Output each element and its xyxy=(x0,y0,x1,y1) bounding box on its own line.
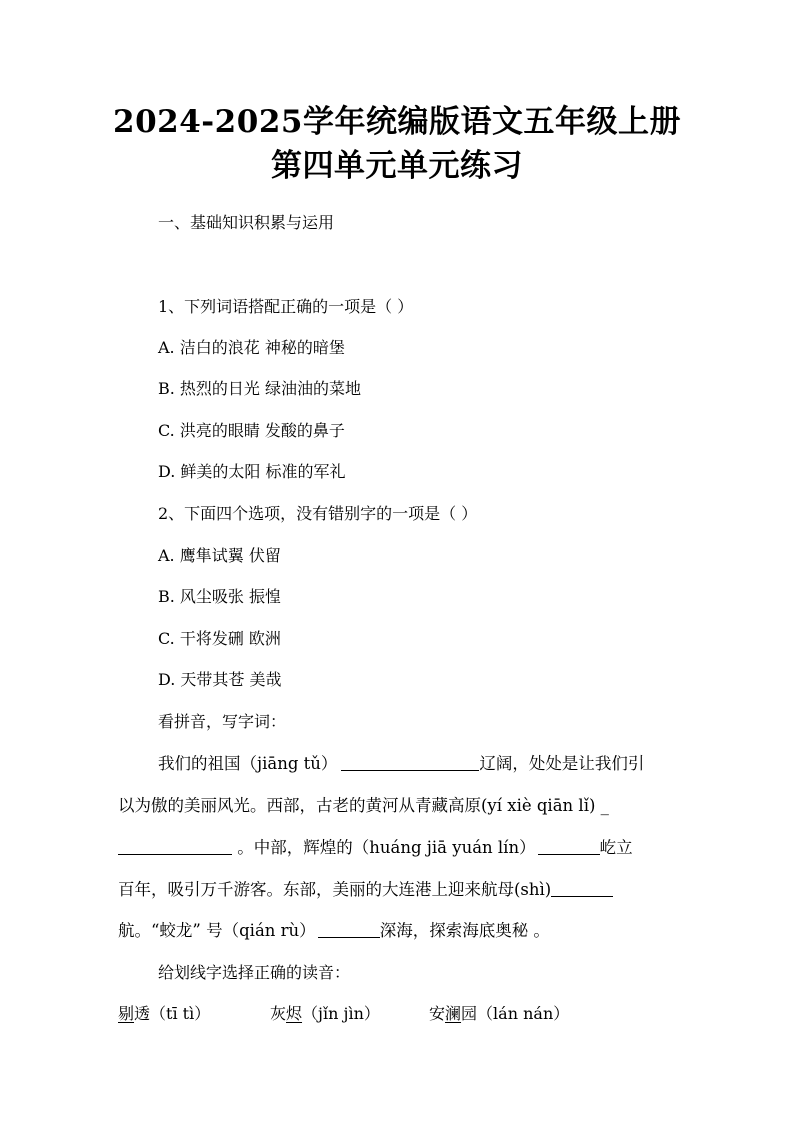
paragraph-line-2: 以为傲的美丽风光。西部，古老的黄河从青藏高原(yí xiè qiān lǐ) _ xyxy=(118,796,609,815)
question-2-option-b: B. 风尘吸张 振惶 xyxy=(158,587,282,606)
question-1-stem: 1、下列词语搭配正确的一项是（ ） xyxy=(158,297,414,316)
question-2-option-a: A. 鹰隼试翼 伏留 xyxy=(158,546,281,565)
answer-blank[interactable] xyxy=(118,840,232,855)
question-2-stem: 2、下面四个选项，没有错别字的一项是（ ） xyxy=(158,504,478,523)
answer-blank[interactable] xyxy=(318,923,380,938)
paragraph-line-5: 航。“蛟龙” 号（qián rù） 深海，探索海底奥秘 。 xyxy=(118,921,550,940)
paragraph-line-3: 。中部，辉煌的（huáng jiā yuán lín） 屹立 xyxy=(118,834,633,858)
answer-blank[interactable] xyxy=(341,756,479,771)
paragraph-line-1: 我们的祖国（jiāng tǔ） 辽阔，处处是让我们引 xyxy=(158,754,645,773)
pronunciation-item-3: 安澜园（lán nán） xyxy=(429,1004,570,1023)
question-1-option-d: D. 鲜美的太阳 标准的军礼 xyxy=(158,462,346,481)
question-1-option-a: A. 洁白的浪花 神秘的暗堡 xyxy=(158,338,345,357)
paragraph-line-4: 百年，吸引万千游客。东部，美丽的大连港上迎来航母(shì) xyxy=(118,876,613,900)
question-4-heading: 给划线字选择正确的读音： xyxy=(158,963,351,982)
question-1-option-c: C. 洪亮的眼睛 发酸的鼻子 xyxy=(158,421,345,440)
document-title-line2: 第四单元单元练习 xyxy=(271,148,523,184)
question-1-option-b: B. 热烈的日光 绿油油的菜地 xyxy=(158,379,362,398)
pronunciation-item-1: 剔透（tī tì） xyxy=(118,1004,211,1023)
answer-blank[interactable] xyxy=(538,840,600,855)
question-2-option-c: C. 干将发硎 欧洲 xyxy=(158,629,281,648)
question-3-heading: 看拼音，写字词： xyxy=(158,712,287,731)
document-title-line1: 2024-2025学年统编版语文五年级上册 xyxy=(113,104,681,140)
question-2-option-d: D. 天带其苍 美哉 xyxy=(158,670,282,689)
section-heading: 一、基础知识积累与运用 xyxy=(158,213,335,232)
pronunciation-item-2: 灰烬（jǐn jìn） xyxy=(270,1004,380,1023)
answer-blank[interactable] xyxy=(551,882,613,897)
